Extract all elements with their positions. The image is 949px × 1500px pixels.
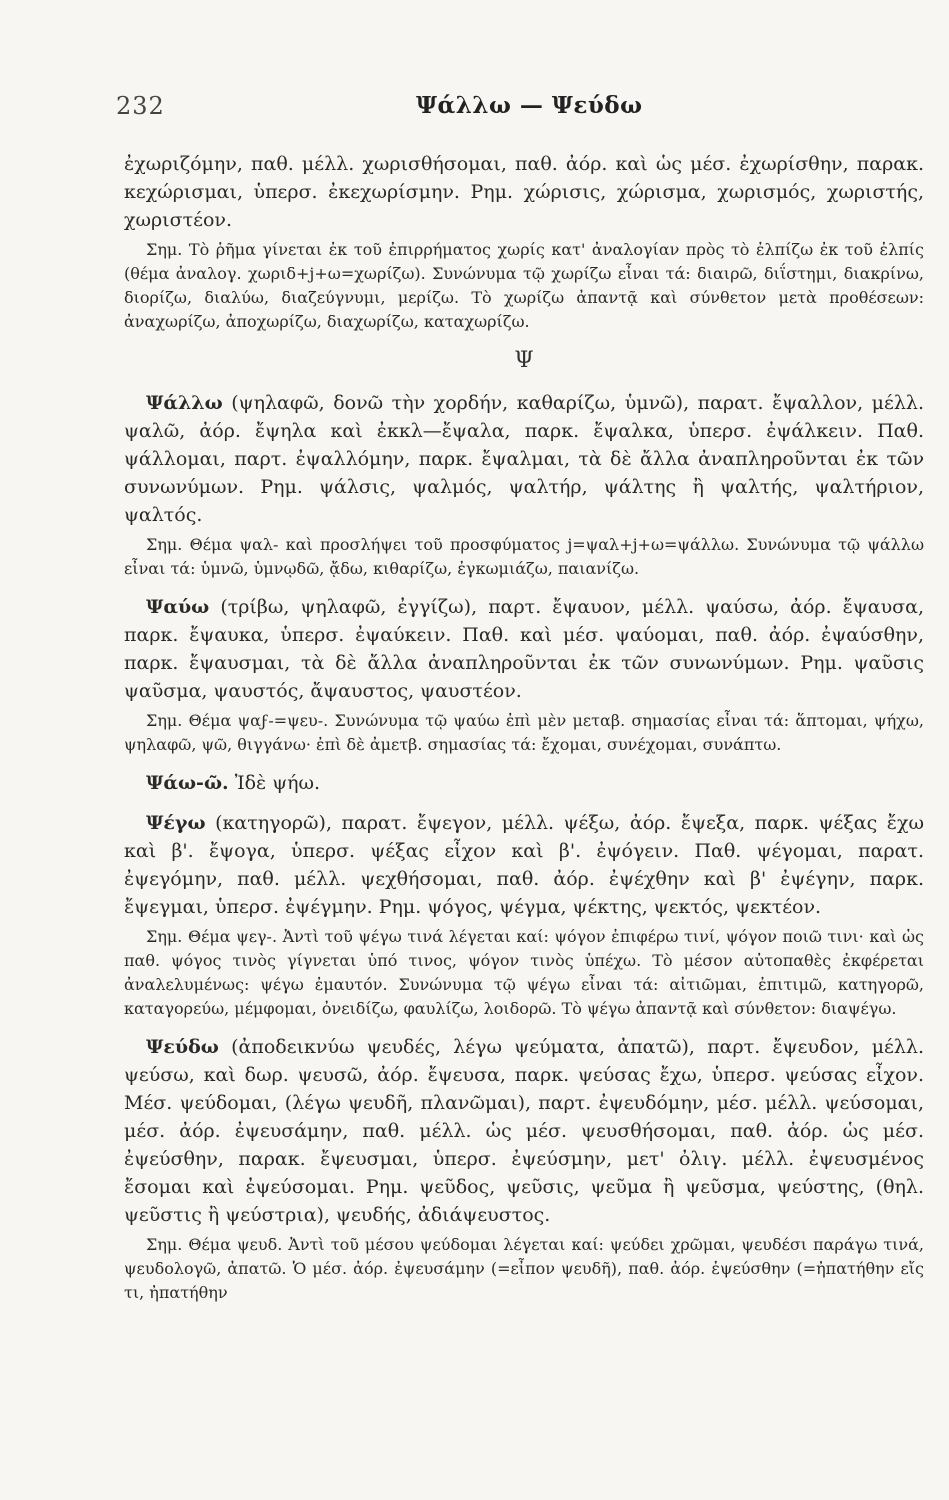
intro-note: Σημ. Τὸ ῥῆμα γίνεται ἐκ τοῦ ἐπιρρήματος χωρίς κατ' ἀναλογίαν πρὸς τὸ ἐλπίζω ἐκ τοῦ ἐλπίς (θέμα ἀναλογ. χωριδ+j+ω=χωρίζω). Συνώνυμα τῷ χωρίζω εἶναι τά: διαιρῶ, διΐστημι, διακρίνω, διορίζω, διαλύω, διαζεύγνυμι, μερίζω. Τὸ χωρίζω ἀπαντᾷ καὶ σύνθετον μετὰ προθέσεων: ἀναχωρίζω, ἀποχωρίζω, διαχωρίζω, καταχωρίζω. bbox=[124, 240, 924, 331]
page-body bbox=[124, 150, 924, 1305]
entry-lemma: Ψαύω bbox=[146, 596, 210, 618]
entry-note: Σημ. Θέμα ψαϝ-=ψευ-. Συνώνυμα τῷ ψαύω ἐπὶ μὲν μεταβ. σημασίας εἶναι τά: ἅπτομαι, ψήχω, ψηλαφῶ, ψῶ, θιγγάνω· ἐπὶ δὲ ἀμετβ. σημασίας τά: ἔχομαι, συνέχομαι, συνάπτω. bbox=[124, 711, 924, 754]
entry-note: Σημ. Θέμα ψεγ-. Ἀντὶ τοῦ ψέγω τινά λέγεται καί: ψόγον ἐπιφέρω τινί, ψόγον ποιῶ τινι· καὶ ὡς παθ. ψόγος τινὸς γίγνεται ὑπό τινος, ψόγον τινὸς ὑπέχω. Τὸ μέσον αὐτοπαθὲς ἐκφέρεται ἀναλελυμένως: ψέγω ἐμαυτόν. Συνώνυμα τῷ ψέγω εἶναι τά: αἰτιῶμαι, ἐπιτιμῶ, κατηγορῶ, καταγορεύω, μέμφομαι, ὀνειδίζω, φαυλίζω, λοιδορῶ. Τὸ ψέγω ἀπαντᾷ καὶ σύνθετον: διαψέγω. bbox=[124, 927, 924, 1018]
entry-lemma: Ψέγω bbox=[146, 812, 206, 834]
entry-note: Σημ. Θέμα ψαλ- καὶ προσλήψει τοῦ προσφύματος j=ψαλ+j+ω=ψάλλω. Συνώνυμα τῷ ψάλλω εἶναι τά: ὑμνῶ, ὑμνῳδῶ, ᾄδω, κιθαρίζω, ἐγκωμιάζω, παιανίζω. bbox=[124, 535, 924, 578]
running-head: Ψάλλω — Ψεύδω bbox=[416, 92, 643, 119]
entry-text: (κατηγορῶ), παρατ. ἔψεγον, μέλλ. ψέξω, ἀόρ. ἔψεξα, παρκ. ψέξας ἔχω καὶ β'. ἔψογα, ὑπερσ. ψέξας εἶχον καὶ β'. ἐψόγειν. Παθ. ψέγομαι, παρατ. ἐψεγόμην, παθ. μέλλ. ψεχθήσομαι, παθ. ἀόρ. ἐψέχθην καὶ β' ἐψέγην, παρκ. ἔψεγμαι, ὑπερσ. ἐψέγμην. Ρημ. ψόγος, ψέγμα, ψέκτης, ψεκτός, ψεκτέον. bbox=[124, 812, 924, 918]
entry-text: (ἀποδεικνύω ψευδές, λέγω ψεύματα, ἀπατῶ), παρτ. ἔψευδον, μέλλ. ψεύσω, καὶ δωρ. ψευσῶ, ἀόρ. ἔψευσα, παρκ. ψεύσας ἔχω, ὑπερσ. ψεύσας εἶχον. Μέσ. ψεύδομαι, (λέγω ψευδῆ, πλανῶμαι), παρτ. ἐψευδόμην, μέσ. μέλλ. ψεύσομαι, μέσ. ἀόρ. ἐψευσάμην, παθ. μέλλ. ὡς μέσ. ψευσθήσομαι, παθ. ἀόρ. ὡς μέσ. ἐψεύσθην, παρακ. ἔψευσμαι, ὑπερσ. ἐψεύσμην, μετ' ὀλιγ. μέλλ. ἐψευσμένος ἔσομαι καὶ ἐψεύσομαι. Ρημ. ψεῦδος, ψεῦσις, ψεῦμα ἢ ψεῦσμα, ψεύστης, (θηλ. ψεῦστις ἢ ψεύστρια), ψευδής, ἀδιάψευστος. bbox=[124, 1036, 925, 1226]
entry-psauo bbox=[124, 593, 924, 757]
entry-text: (τρίβω, ψηλαφῶ, ἐγγίζω), παρτ. ἔψαυον, μέλλ. ψαύσω, ἀόρ. ἔψαυσα, παρκ. ἔψαυκα, ὑπερσ. ἐψαύκειν. Παθ. καὶ μέσ. ψαύομαι, παθ. ἀόρ. ἐψαύσθην, παρκ. ἔψαυσμαι, τὰ δὲ ἄλλα ἀναπληροῦνται ἐκ τῶν συνωνύμων. Ρημ. ψαῦσις ψαῦσμα, ψαυστός, ἄψαυστος, ψαυστέον. bbox=[124, 596, 924, 702]
entry-lemma: Ψάλλω bbox=[146, 392, 223, 414]
entry-text: (ψηλαφῶ, δονῶ τὴν χορδήν, καθαρίζω, ὑμνῶ), παρατ. ἔψαλλον, μέλλ. ψαλῶ, ἀόρ. ἔψηλα καὶ ἐκκλ—ἔψαλα, παρκ. ἔψαλκα, ὑπερσ. ἐψάλκειν. Παθ. ψάλλομαι, παρτ. ἐψαλλόμην, παρκ. ἔψαλμαι, τὰ δὲ ἄλλα ἀναπληροῦνται ἐκ τῶν συνωνύμων. Ρημ. ψάλσις, ψαλμός, ψαλτήρ, ψάλτης ἢ ψαλτής, ψαλτήριον, ψαλτός. bbox=[124, 392, 924, 526]
entry-psao bbox=[124, 769, 924, 797]
entry-lemma: Ψεύδω bbox=[146, 1036, 219, 1058]
page-header bbox=[116, 92, 926, 132]
entry-pseudo bbox=[124, 1033, 924, 1305]
intro-paragraph: ἐχωριζόμην, παθ. μέλλ. χωρισθήσομαι, παθ. ἀόρ. καὶ ὡς μέσ. ἐχωρίσθην, παρακ. κεχώρισμαι, ὑπερσ. ἐκεχωρίσμην. Ρημ. χώρισις, χώρισμα, χωρισμός, χωριστής, χωριστέον. bbox=[124, 153, 924, 231]
page-number: 232 bbox=[116, 92, 165, 120]
entry-psallo bbox=[124, 389, 924, 581]
entry-psego bbox=[124, 809, 924, 1021]
entry-text: Ἰδὲ ψήω. bbox=[234, 772, 321, 794]
section-letter: Ψ bbox=[514, 348, 534, 373]
entry-lemma: Ψάω-ῶ. bbox=[146, 772, 229, 794]
entry-note: Σημ. Θέμα ψευδ. Ἀντὶ τοῦ μέσου ψεύδομαι λέγεται καί: ψεύδει χρῶμαι, ψευδέσι παράγω τινά, ψευδολογῶ, ἀπατῶ. Ὁ μέσ. ἀόρ. ἐψευσάμην (=εἶπον ψευδῆ), παθ. ἀόρ. ἐψεύσθην (=ἠπατήθην εἴς τι, ἠπατήθην bbox=[124, 1235, 924, 1302]
